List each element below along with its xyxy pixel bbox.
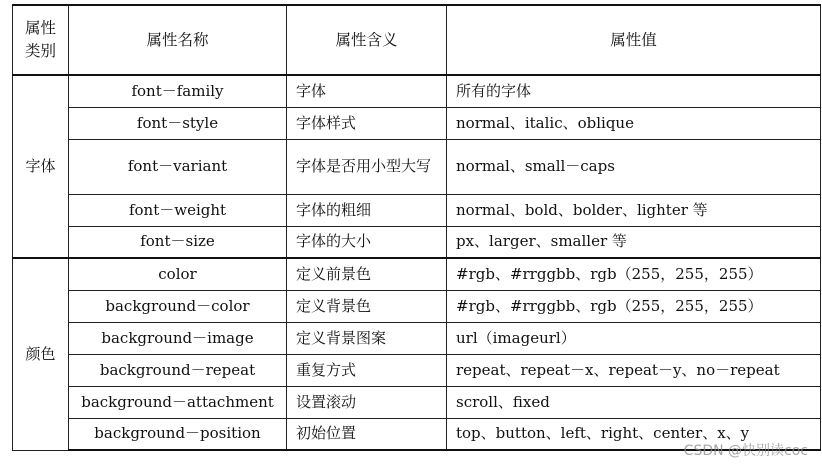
- property-meaning: 字体是否用小型大写: [287, 139, 447, 194]
- header-category: 属性 类别: [13, 5, 69, 75]
- property-value: #rgb、#rrggbb、rgb（255，255，255）: [447, 290, 821, 322]
- property-name: color: [69, 258, 287, 290]
- property-value: 所有的字体: [447, 75, 821, 107]
- property-name: background－color: [69, 290, 287, 322]
- category-font: 字体: [13, 75, 69, 258]
- property-meaning: 字体: [287, 75, 447, 107]
- property-name: background－image: [69, 322, 287, 354]
- table-row: [13, 354, 821, 386]
- property-value: px、larger、smaller 等: [447, 226, 821, 258]
- table-row: [13, 290, 821, 322]
- property-meaning: 重复方式: [287, 354, 447, 386]
- property-meaning: 定义背景图案: [287, 322, 447, 354]
- property-name: background－repeat: [69, 354, 287, 386]
- property-value: normal、bold、bolder、lighter 等: [447, 194, 821, 226]
- property-value: normal、small－caps: [447, 139, 821, 194]
- header-name: 属性名称: [69, 5, 287, 75]
- property-name: background－attachment: [69, 386, 287, 418]
- property-value: repeat、repeat－x、repeat－y、no－repeat: [447, 354, 821, 386]
- header-meaning: 属性含义: [287, 5, 447, 75]
- property-name: font－variant: [69, 139, 287, 194]
- table-row: [13, 226, 821, 258]
- table-row: [13, 322, 821, 354]
- category-color: 颜色: [13, 258, 69, 450]
- property-value: top、button、left、right、center、x、y: [447, 418, 821, 450]
- property-value: normal、italic、oblique: [447, 107, 821, 139]
- table-header: [13, 5, 821, 75]
- property-name: font－weight: [69, 194, 287, 226]
- table-body: [13, 75, 821, 450]
- table-row: [13, 386, 821, 418]
- property-meaning: 定义前景色: [287, 258, 447, 290]
- table-row: [13, 139, 821, 194]
- property-meaning: 字体的大小: [287, 226, 447, 258]
- property-name: font－style: [69, 107, 287, 139]
- csdn-watermark: CSDN @快别读coc: [683, 443, 808, 459]
- table-row: [13, 75, 821, 107]
- table-row: [13, 107, 821, 139]
- property-meaning: 初始位置: [287, 418, 447, 450]
- property-meaning: 定义背景色: [287, 290, 447, 322]
- property-meaning: 字体样式: [287, 107, 447, 139]
- css-properties-table: [12, 4, 821, 451]
- property-name: font－family: [69, 75, 287, 107]
- header-value: 属性值: [447, 5, 821, 75]
- table-row: [13, 258, 821, 290]
- property-meaning: 设置滚动: [287, 386, 447, 418]
- property-value: scroll、fixed: [447, 386, 821, 418]
- property-value: #rgb、#rrggbb、rgb（255，255，255）: [447, 258, 821, 290]
- property-value: url（imageurl）: [447, 322, 821, 354]
- property-meaning: 字体的粗细: [287, 194, 447, 226]
- property-name: background－position: [69, 418, 287, 450]
- property-name: font－size: [69, 226, 287, 258]
- table-row: [13, 194, 821, 226]
